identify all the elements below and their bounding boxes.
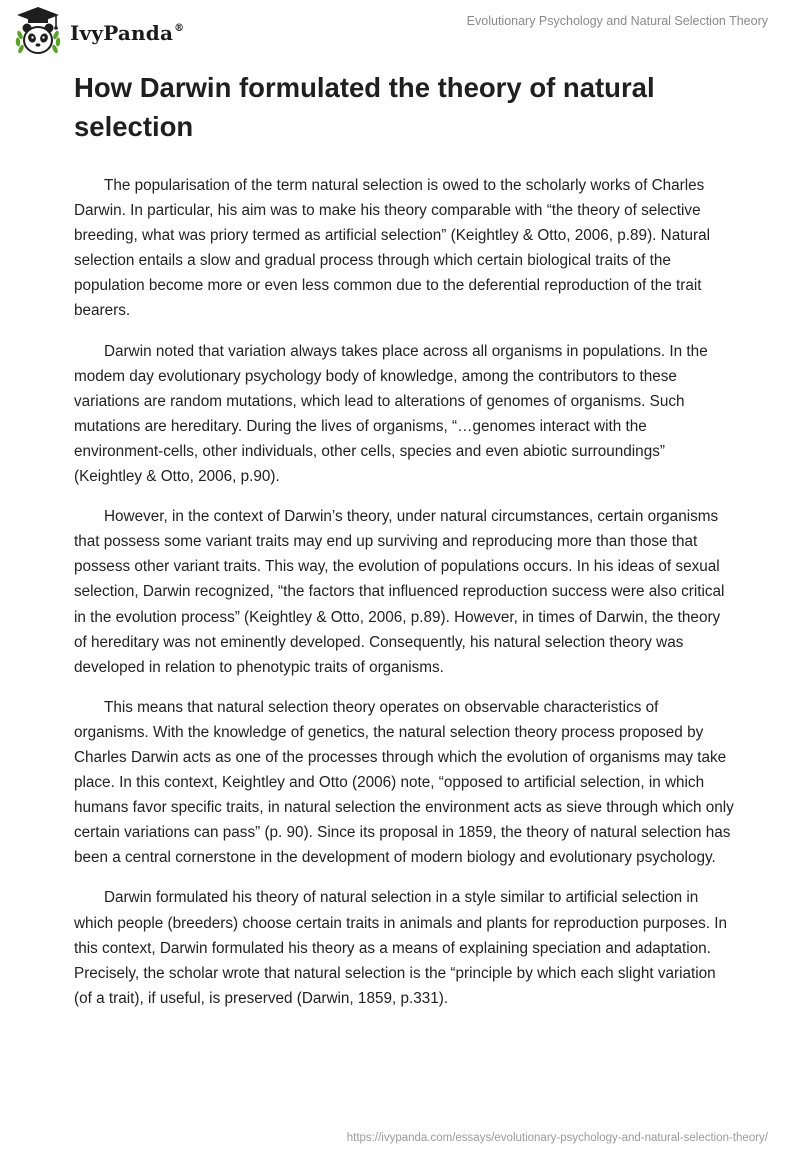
paragraph-2: Darwin noted that variation always takes place across all organisms in populations. In the modem day evolutionary psychology body of knowledge, among the contributors to these variations are random mutations, which lead to alterations of genomes of organisms. Such mutations are hereditary. During the lives of organisms, “…genomes interact with the environment-cells, other individuals, other cells, species and even abiotic surroundings” (Keightley & Otto, 2006, p.90). [74,342,708,486]
brand-name: IvyPanda® [70,21,185,45]
section-heading: How Darwin formulated the theory of natural selection [74,72,655,142]
panda-logo-icon [12,5,64,57]
page-header [0,0,800,64]
running-title: Evolutionary Psychology and Natural Selection Theory [466,14,768,28]
article-body [74,68,734,1011]
registered-mark: ® [174,23,185,34]
paragraph-5: Darwin formulated his theory of natural selection in a style similar to artificial selection in which people (breeders) choose certain traits in animals and plants for reproduction purposes. In this context, Darwin formulated his theory as a means of explaining speciation and adaptation. Precisely, the scholar wrote that natural selection is the “principle by which each slight variation (of a trait), if useful, is preserved (Darwin, 1859, p.331). [74,889,728,1007]
paragraph-3: However, in the context of Darwin’s theory, under natural circumstances, certain organisms that possess some variant traits may end up surviving and reproducing more than those that possess other variant traits. This way, the evolution of populations occurs. In his ideas of sexual selection, Darwin recognized, “the factors that influenced reproduction success were also critical in the evolution process” (Keightley & Otto, 2006, p.89). However, in times of Darwin, the theory of hereditary was not eminently developed. Consequently, his natural selection theory was developed in relation to phenotypic traits of organisms. [74,508,725,676]
paragraph-4: This means that natural selection theory operates on observable characteristics of organisms. With the knowledge of genetics, the natural selection theory process proposed by Charles Darwin acts as one of the processes through which the evolution of organisms may take place. In this context, Keightley and Otto (2006) note, “opposed to artificial selection, in which humans favor specific traits, in natural selection the environment acts as sieve through which only certain variations can pass” (p. 90). Since its proposal in 1859, the theory of natural selection has been a central cornerstone in the development of modern biology and evolutionary psychology. [74,698,734,867]
brand-logo[interactable] [12,5,184,57]
paragraph-1: The popularisation of the term natural selection is owed to the scholarly works of Charles Darwin. In particular, his aim was to make his theory comparable with “the theory of selective breeding, what was priory termed as artificial selection” (Keightley & Otto, 2006, p.89). Natural selection entails a slow and gradual process through which certain biological traits of the population become more or even less common due to the deferential reproduction of the trait bearers. [74,177,710,320]
source-url[interactable]: https://ivypanda.com/essays/evolutionary-psychology-and-natural-selection-theory/ [346,1132,768,1144]
